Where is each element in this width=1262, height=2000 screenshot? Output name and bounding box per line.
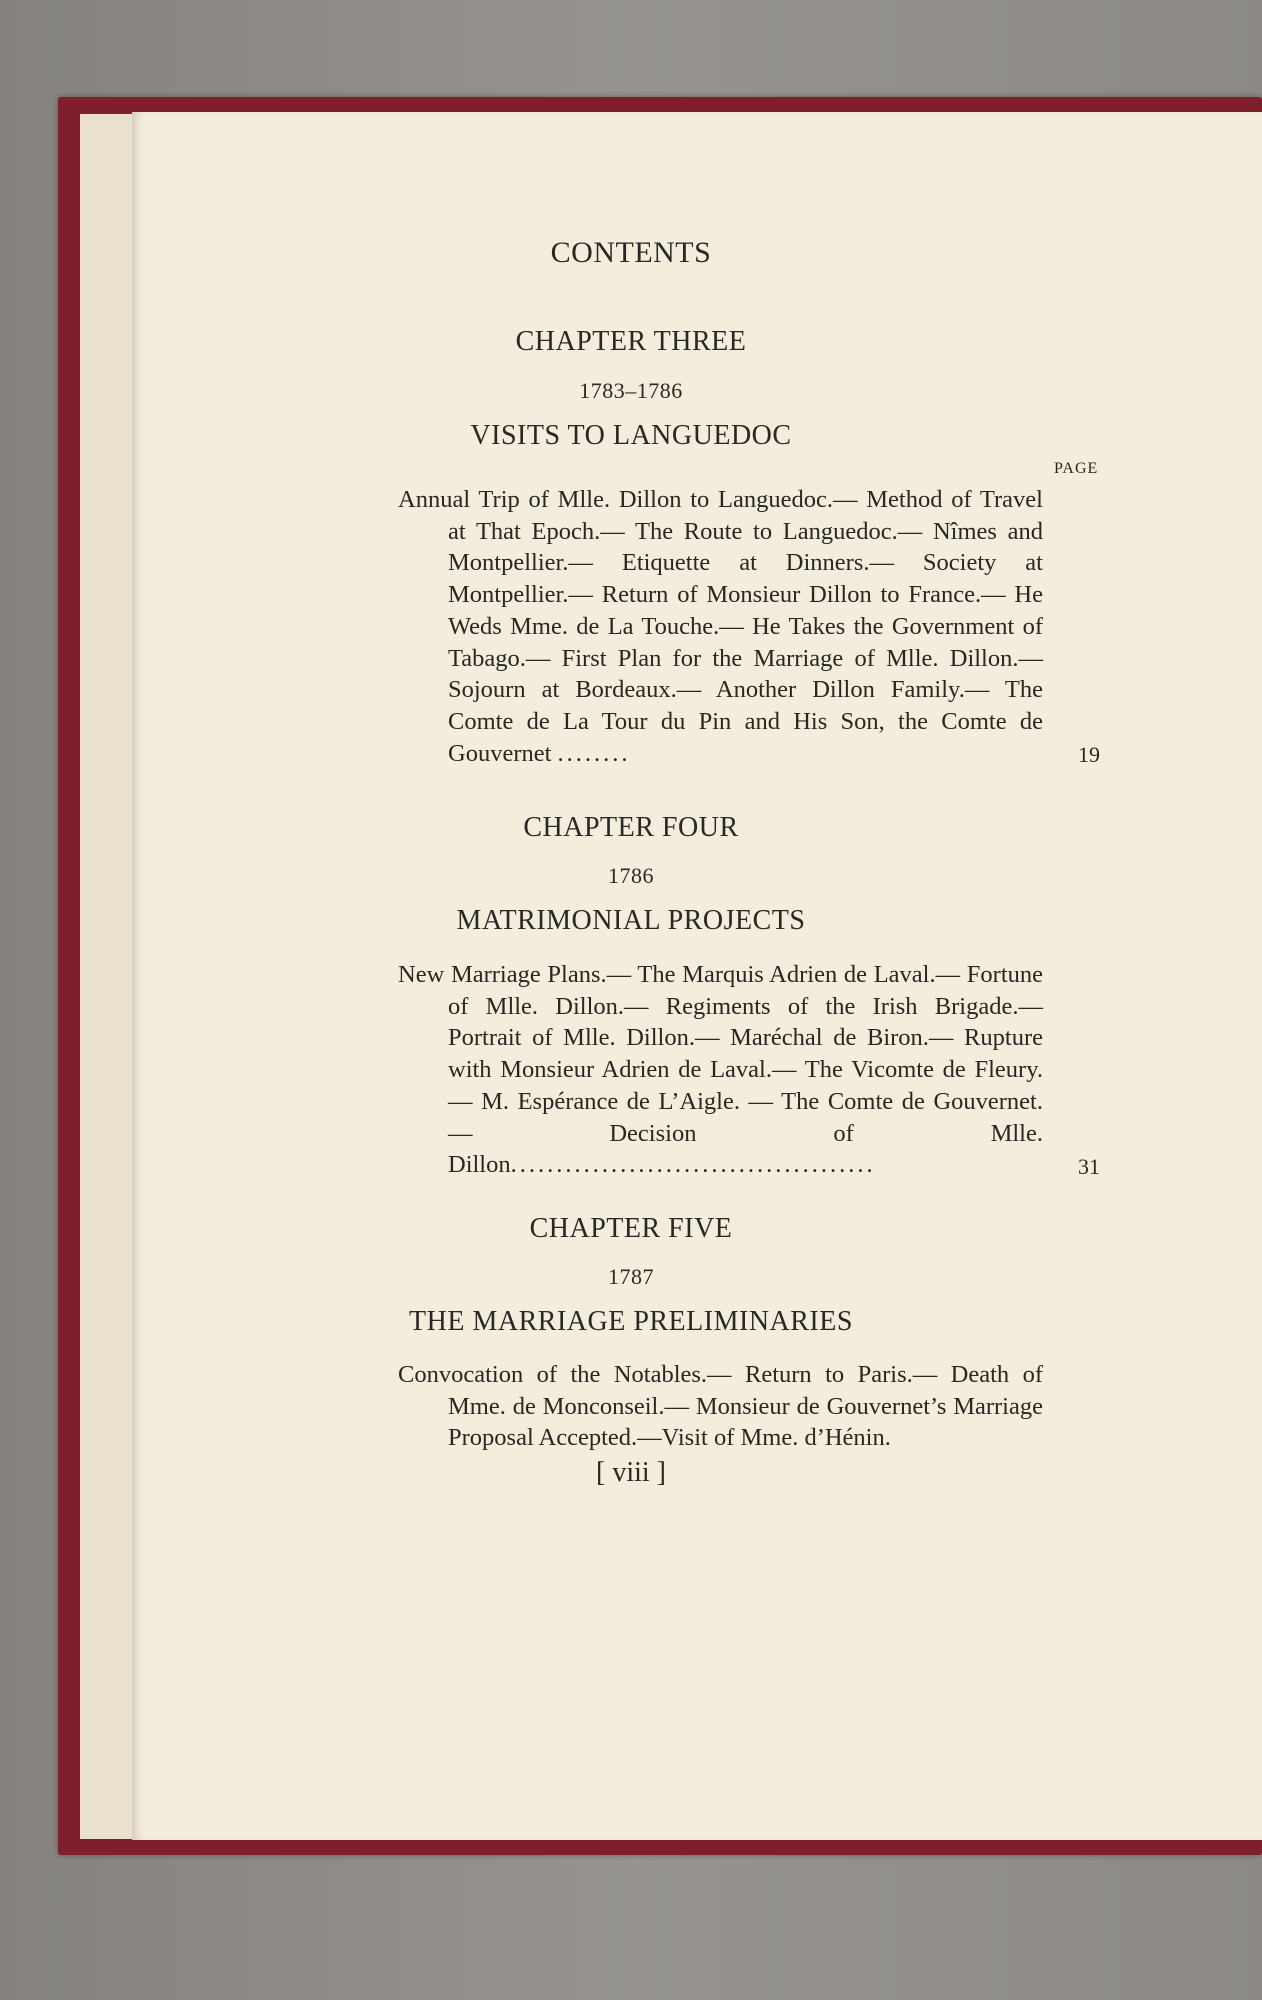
chapter-four-page-number: 31 (1078, 1154, 1100, 1179)
chapter-three-leader-dots: ........ (557, 739, 631, 767)
chapter-four-summary (398, 959, 1043, 1181)
chapter-five-title: THE MARRIAGE PRELIMINARIES (409, 1306, 853, 1337)
chapter-four-title: MATRIMONIAL PROJECTS (456, 905, 806, 936)
chapter-four-leader-dots: ........................................ (510, 1151, 876, 1179)
page-column-label: PAGE (1054, 460, 1099, 477)
chapter-three-years: 1783–1786 (579, 378, 683, 403)
chapter-five-summary-text: Convocation of the Notables.— Return to Paris.— Death of Mme. de Monconseil.— Monsieur de Gouvernet’s Marriage Proposal Accepted.—Visit of Mme. d’Hénin. (398, 1361, 1043, 1452)
chapter-three-page-number: 19 (1078, 742, 1100, 767)
contents-heading: CONTENTS (550, 236, 712, 269)
page-folio: [ viii ] (596, 1457, 666, 1488)
chapter-five-years: 1787 (608, 1264, 654, 1289)
chapter-four-summary-text: New Marriage Plans.— The Marquis Adrien de Laval.— Fortune of Mlle. Dillon.— Regiments of the Irish Brigade.— Portrait of Mlle. Dillon.— Maréchal de Biron.— Rupture with Monsieur Adrien de Laval.— The Vicomte de Fleury.— M. Espérance de L’Aigle. — The Comte de Gouvernet.— Decision of Mlle. Dillon (398, 961, 1043, 1179)
chapter-three-summary (398, 484, 1043, 769)
chapter-five-heading: CHAPTER FIVE (529, 1213, 733, 1244)
chapter-five-summary (398, 1359, 1043, 1454)
chapter-three-summary-text: Annual Trip of Mlle. Dillon to Languedoc.— Method of Travel at That Epoch.— The Route to Languedoc.— Nîmes and Montpellier.— Etiquette at Dinners.— Society at Montpellier.— Return of Monsieur Dillon to France.— He Weds Mme. de La Touche.— He Takes the Government of Tabago.— First Plan for the Marriage of Mlle. Dillon.— Sojourn at Bordeaux.— Another Dillon Family.— The Comte de La Tour du Pin and His Son, the Comte de Gouvernet (398, 486, 1043, 767)
chapter-three-title: VISITS TO LANGUEDOC (470, 420, 792, 451)
chapter-three-heading: CHAPTER THREE (515, 326, 747, 357)
chapter-four-heading: CHAPTER FOUR (523, 812, 739, 843)
chapter-four-years: 1786 (608, 863, 654, 888)
